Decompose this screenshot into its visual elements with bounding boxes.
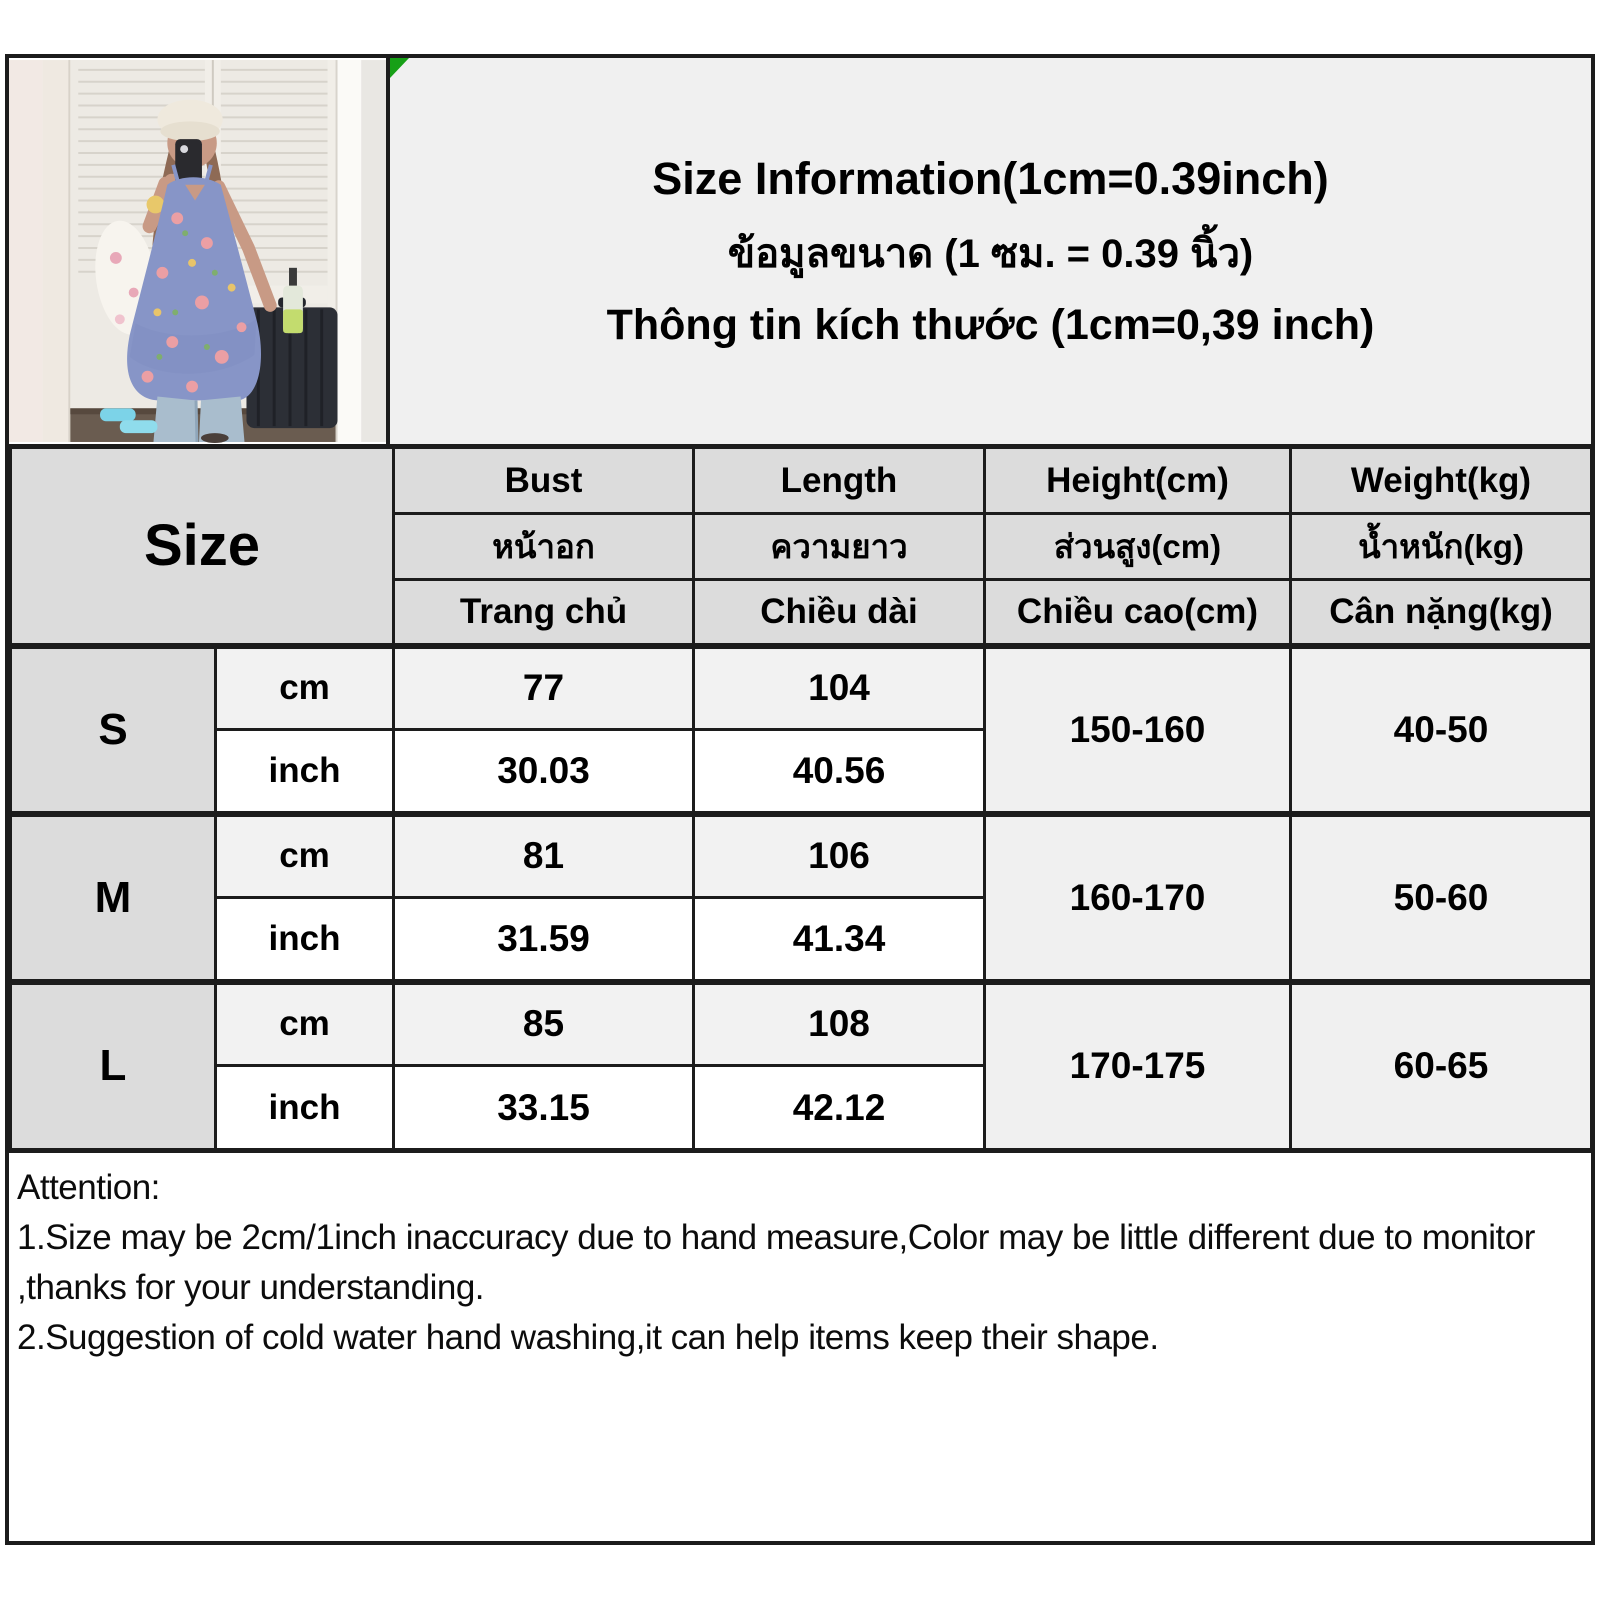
cell-bust-inch-l: 33.15: [394, 1066, 694, 1150]
green-corner-marker: [390, 58, 409, 78]
header-height-th: ส่วนสูง(cm): [985, 514, 1291, 580]
size-column-header: Size: [11, 448, 394, 646]
cell-bust-cm-s: 77: [394, 646, 694, 730]
size-chart-panel: [5, 54, 1595, 1545]
attention-note-1: 1.Size may be 2cm/1inch inaccuracy due to hand measure,Color may be little different due to monitor ,thanks for your understanding.: [17, 1218, 1535, 1307]
title-block: [390, 58, 1591, 444]
cell-length-cm-m: 106: [694, 814, 985, 898]
unit-cm-m: cm: [216, 814, 394, 898]
cell-bust-cm-l: 85: [394, 982, 694, 1066]
unit-inch-s: inch: [216, 730, 394, 814]
cell-weight-s: 40-50: [1291, 646, 1592, 814]
cell-length-inch-m: 41.34: [694, 898, 985, 982]
top-section: [9, 58, 1591, 446]
unit-cm-l: cm: [216, 982, 394, 1066]
cell-bust-cm-m: 81: [394, 814, 694, 898]
header-length-th: ความยาว: [694, 514, 985, 580]
product-photo: [9, 58, 390, 444]
size-label-s: S: [11, 646, 216, 814]
title-vietnamese: Thông tin kích thước (1cm=0,39 inch): [606, 300, 1375, 349]
header-length-vi: Chiều dài: [694, 580, 985, 646]
unit-cm-s: cm: [216, 646, 394, 730]
header-weight-vi: Cân nặng(kg): [1291, 580, 1592, 646]
cell-length-inch-s: 40.56: [694, 730, 985, 814]
header-bust-th: หน้าอก: [394, 514, 694, 580]
size-label-l: L: [11, 982, 216, 1150]
cell-bust-inch-s: 30.03: [394, 730, 694, 814]
cell-length-cm-l: 108: [694, 982, 985, 1066]
header-height-en: Height(cm): [985, 448, 1291, 514]
cell-bust-inch-m: 31.59: [394, 898, 694, 982]
header-weight-th: น้ำหนัก(kg): [1291, 514, 1592, 580]
unit-inch-m: inch: [216, 898, 394, 982]
title-english: Size Information(1cm=0.39inch): [652, 152, 1329, 204]
attention-note-2: 2.Suggestion of cold water hand washing,it can help items keep their shape.: [17, 1318, 1159, 1357]
title-thai: ข้อมูลขนาด (1 ซม. = 0.39 นิ้ว): [727, 231, 1254, 276]
product-photo-illustration: [9, 58, 386, 444]
header-weight-en: Weight(kg): [1291, 448, 1592, 514]
header-bust-vi: Trang chủ: [394, 580, 694, 646]
unit-inch-l: inch: [216, 1066, 394, 1150]
cell-height-l: 170-175: [985, 982, 1291, 1150]
header-length-en: Length: [694, 448, 985, 514]
header-bust-en: Bust: [394, 448, 694, 514]
size-label-m: M: [11, 814, 216, 982]
header-height-vi: Chiều cao(cm): [985, 580, 1291, 646]
cell-length-inch-l: 42.12: [694, 1066, 985, 1150]
cell-weight-l: 60-65: [1291, 982, 1592, 1150]
cell-length-cm-s: 104: [694, 646, 985, 730]
cell-weight-m: 50-60: [1291, 814, 1592, 982]
cell-height-m: 160-170: [985, 814, 1291, 982]
attention-notes: [9, 1151, 1591, 1541]
size-table: [9, 446, 1593, 1151]
cell-height-s: 150-160: [985, 646, 1291, 814]
attention-heading: Attention:: [17, 1168, 160, 1207]
